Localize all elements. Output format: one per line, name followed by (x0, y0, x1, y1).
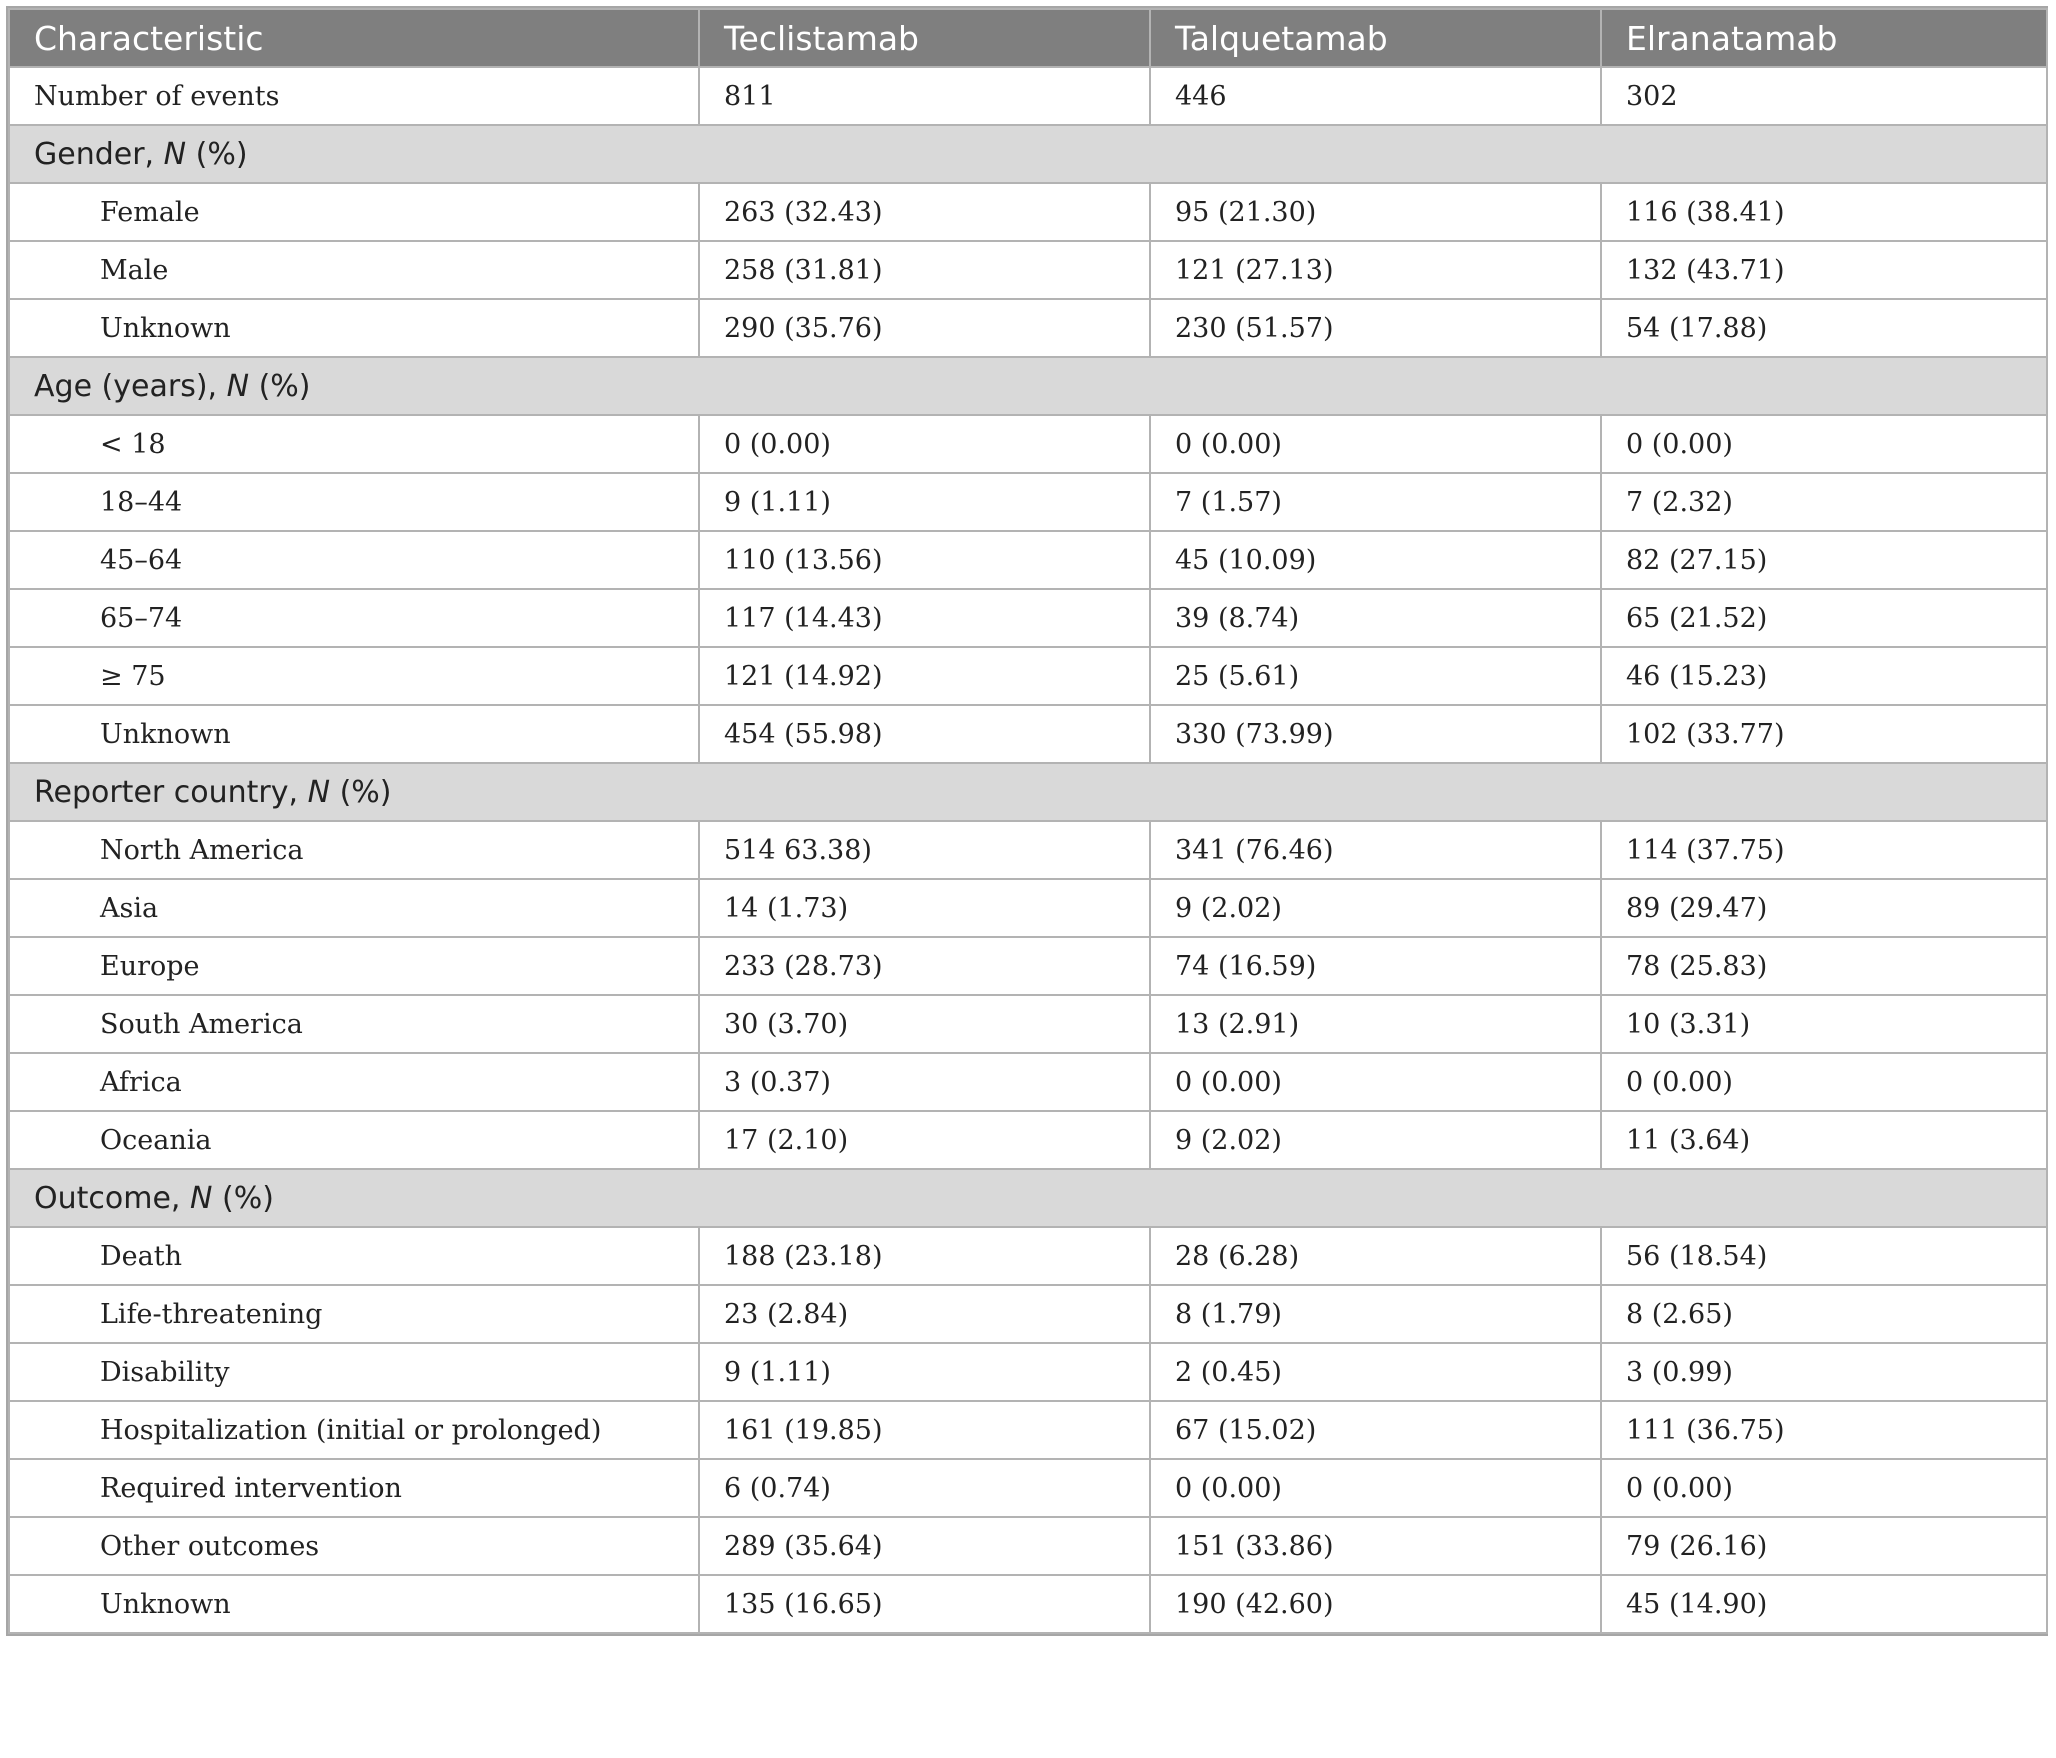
row-label: Life-threatening (9, 1285, 699, 1343)
header-row (9, 9, 2047, 67)
table-row (9, 1285, 2047, 1343)
cell-talquetamab: 446 (1150, 67, 1601, 125)
characteristics-table (8, 8, 2048, 1634)
cell-elranatamab: 0 (0.00) (1601, 1053, 2047, 1111)
cell-teclistamab: 161 (19.85) (699, 1401, 1150, 1459)
cell-elranatamab: 54 (17.88) (1601, 299, 2047, 357)
section-header-row (9, 1169, 2047, 1227)
section-title-text: Outcome, (34, 1180, 190, 1216)
cell-talquetamab: 7 (1.57) (1150, 473, 1601, 531)
row-label: Disability (9, 1343, 699, 1401)
table-row (9, 1227, 2047, 1285)
table-row (9, 937, 2047, 995)
cell-talquetamab: 28 (6.28) (1150, 1227, 1601, 1285)
table-row (9, 1343, 2047, 1401)
cell-talquetamab: 190 (42.60) (1150, 1575, 1601, 1633)
cell-elranatamab: 116 (38.41) (1601, 183, 2047, 241)
section-title (9, 1169, 2047, 1227)
table-row (9, 821, 2047, 879)
cell-teclistamab: 263 (32.43) (699, 183, 1150, 241)
row-label: Hospitalization (initial or prolonged) (9, 1401, 699, 1459)
row-label: Male (9, 241, 699, 299)
cell-teclistamab: 9 (1.11) (699, 473, 1150, 531)
section-title-n: N (190, 1180, 213, 1216)
section-title (9, 125, 2047, 183)
row-label: 18–44 (9, 473, 699, 531)
table-row (9, 1517, 2047, 1575)
row-label: 45–64 (9, 531, 699, 589)
cell-talquetamab: 341 (76.46) (1150, 821, 1601, 879)
cell-elranatamab: 10 (3.31) (1601, 995, 2047, 1053)
cell-elranatamab: 0 (0.00) (1601, 1459, 2047, 1517)
row-label: Oceania (9, 1111, 699, 1169)
cell-talquetamab: 151 (33.86) (1150, 1517, 1601, 1575)
table-row (9, 299, 2047, 357)
table-row (9, 705, 2047, 763)
section-title (9, 763, 2047, 821)
cell-elranatamab: 0 (0.00) (1601, 415, 2047, 473)
cell-teclistamab: 811 (699, 67, 1150, 125)
cell-elranatamab: 302 (1601, 67, 2047, 125)
cell-talquetamab: 0 (0.00) (1150, 1459, 1601, 1517)
cell-elranatamab: 78 (25.83) (1601, 937, 2047, 995)
cell-elranatamab: 111 (36.75) (1601, 1401, 2047, 1459)
row-label: Required intervention (9, 1459, 699, 1517)
cell-teclistamab: 14 (1.73) (699, 879, 1150, 937)
header-teclistamab: Teclistamab (699, 9, 1150, 67)
cell-teclistamab: 110 (13.56) (699, 531, 1150, 589)
row-label: 65–74 (9, 589, 699, 647)
table-row (9, 879, 2047, 937)
cell-elranatamab: 11 (3.64) (1601, 1111, 2047, 1169)
cell-talquetamab: 121 (27.13) (1150, 241, 1601, 299)
cell-talquetamab: 2 (0.45) (1150, 1343, 1601, 1401)
table-row (9, 589, 2047, 647)
cell-talquetamab: 39 (8.74) (1150, 589, 1601, 647)
row-label: Asia (9, 879, 699, 937)
table-header (9, 9, 2047, 67)
cell-talquetamab: 25 (5.61) (1150, 647, 1601, 705)
section-header-row (9, 125, 2047, 183)
cell-elranatamab: 7 (2.32) (1601, 473, 2047, 531)
cell-talquetamab: 13 (2.91) (1150, 995, 1601, 1053)
table-row (9, 1575, 2047, 1633)
row-label: Number of events (9, 67, 699, 125)
cell-talquetamab: 95 (21.30) (1150, 183, 1601, 241)
cell-elranatamab: 89 (29.47) (1601, 879, 2047, 937)
cell-elranatamab: 79 (26.16) (1601, 1517, 2047, 1575)
cell-teclistamab: 289 (35.64) (699, 1517, 1150, 1575)
row-label: Other outcomes (9, 1517, 699, 1575)
row-label: ≥ 75 (9, 647, 699, 705)
cell-talquetamab: 330 (73.99) (1150, 705, 1601, 763)
cell-elranatamab: 65 (21.52) (1601, 589, 2047, 647)
cell-talquetamab: 45 (10.09) (1150, 531, 1601, 589)
table-row (9, 67, 2047, 125)
table-row (9, 1053, 2047, 1111)
cell-teclistamab: 290 (35.76) (699, 299, 1150, 357)
row-label: < 18 (9, 415, 699, 473)
row-label: Unknown (9, 299, 699, 357)
section-title-text: Gender, (34, 136, 164, 172)
cell-elranatamab: 45 (14.90) (1601, 1575, 2047, 1633)
cell-talquetamab: 0 (0.00) (1150, 1053, 1601, 1111)
cell-teclistamab: 454 (55.98) (699, 705, 1150, 763)
cell-teclistamab: 30 (3.70) (699, 995, 1150, 1053)
section-title-n: N (226, 368, 250, 404)
cell-teclistamab: 135 (16.65) (699, 1575, 1150, 1633)
section-header-row (9, 763, 2047, 821)
cell-teclistamab: 6 (0.74) (699, 1459, 1150, 1517)
section-title (9, 357, 2047, 415)
section-title-text: Age (years), (34, 368, 227, 404)
cell-talquetamab: 8 (1.79) (1150, 1285, 1601, 1343)
section-title-percent: (%) (330, 774, 392, 810)
cell-teclistamab: 233 (28.73) (699, 937, 1150, 995)
row-label: Europe (9, 937, 699, 995)
cell-talquetamab: 9 (2.02) (1150, 1111, 1601, 1169)
cell-teclistamab: 3 (0.37) (699, 1053, 1150, 1111)
cell-teclistamab: 188 (23.18) (699, 1227, 1150, 1285)
section-title-text: Reporter country, (34, 774, 308, 810)
cell-talquetamab: 74 (16.59) (1150, 937, 1601, 995)
cell-talquetamab: 9 (2.02) (1150, 879, 1601, 937)
table-row (9, 415, 2047, 473)
cell-elranatamab: 3 (0.99) (1601, 1343, 2047, 1401)
section-title-percent: (%) (249, 368, 311, 404)
header-characteristic: Characteristic (9, 9, 699, 67)
cell-teclistamab: 9 (1.11) (699, 1343, 1150, 1401)
table-row (9, 473, 2047, 531)
row-label: Death (9, 1227, 699, 1285)
cell-teclistamab: 121 (14.92) (699, 647, 1150, 705)
row-label: Female (9, 183, 699, 241)
table-row (9, 531, 2047, 589)
row-label: Unknown (9, 705, 699, 763)
table-row (9, 1459, 2047, 1517)
section-title-n: N (307, 774, 331, 810)
cell-elranatamab: 56 (18.54) (1601, 1227, 2047, 1285)
cell-elranatamab: 114 (37.75) (1601, 821, 2047, 879)
row-label: Africa (9, 1053, 699, 1111)
header-elranatamab: Elranatamab (1601, 9, 2047, 67)
table-row (9, 647, 2047, 705)
table-row (9, 1111, 2047, 1169)
cell-teclistamab: 17 (2.10) (699, 1111, 1150, 1169)
table-body (9, 67, 2047, 1633)
row-label: Unknown (9, 1575, 699, 1633)
section-header-row (9, 357, 2047, 415)
cell-teclistamab: 258 (31.81) (699, 241, 1150, 299)
cell-elranatamab: 8 (2.65) (1601, 1285, 2047, 1343)
characteristics-table-container (6, 6, 2048, 1636)
cell-teclistamab: 117 (14.43) (699, 589, 1150, 647)
cell-teclistamab: 23 (2.84) (699, 1285, 1150, 1343)
cell-teclistamab: 514 63.38) (699, 821, 1150, 879)
header-talquetamab: Talquetamab (1150, 9, 1601, 67)
section-title-n: N (163, 136, 187, 172)
cell-teclistamab: 0 (0.00) (699, 415, 1150, 473)
section-title-percent: (%) (212, 1180, 274, 1216)
cell-talquetamab: 67 (15.02) (1150, 1401, 1601, 1459)
table-row (9, 183, 2047, 241)
section-title-percent: (%) (186, 136, 248, 172)
cell-elranatamab: 46 (15.23) (1601, 647, 2047, 705)
table-row (9, 995, 2047, 1053)
cell-elranatamab: 102 (33.77) (1601, 705, 2047, 763)
cell-talquetamab: 0 (0.00) (1150, 415, 1601, 473)
row-label: South America (9, 995, 699, 1053)
cell-elranatamab: 82 (27.15) (1601, 531, 2047, 589)
cell-elranatamab: 132 (43.71) (1601, 241, 2047, 299)
cell-talquetamab: 230 (51.57) (1150, 299, 1601, 357)
table-row (9, 241, 2047, 299)
row-label: North America (9, 821, 699, 879)
table-row (9, 1401, 2047, 1459)
